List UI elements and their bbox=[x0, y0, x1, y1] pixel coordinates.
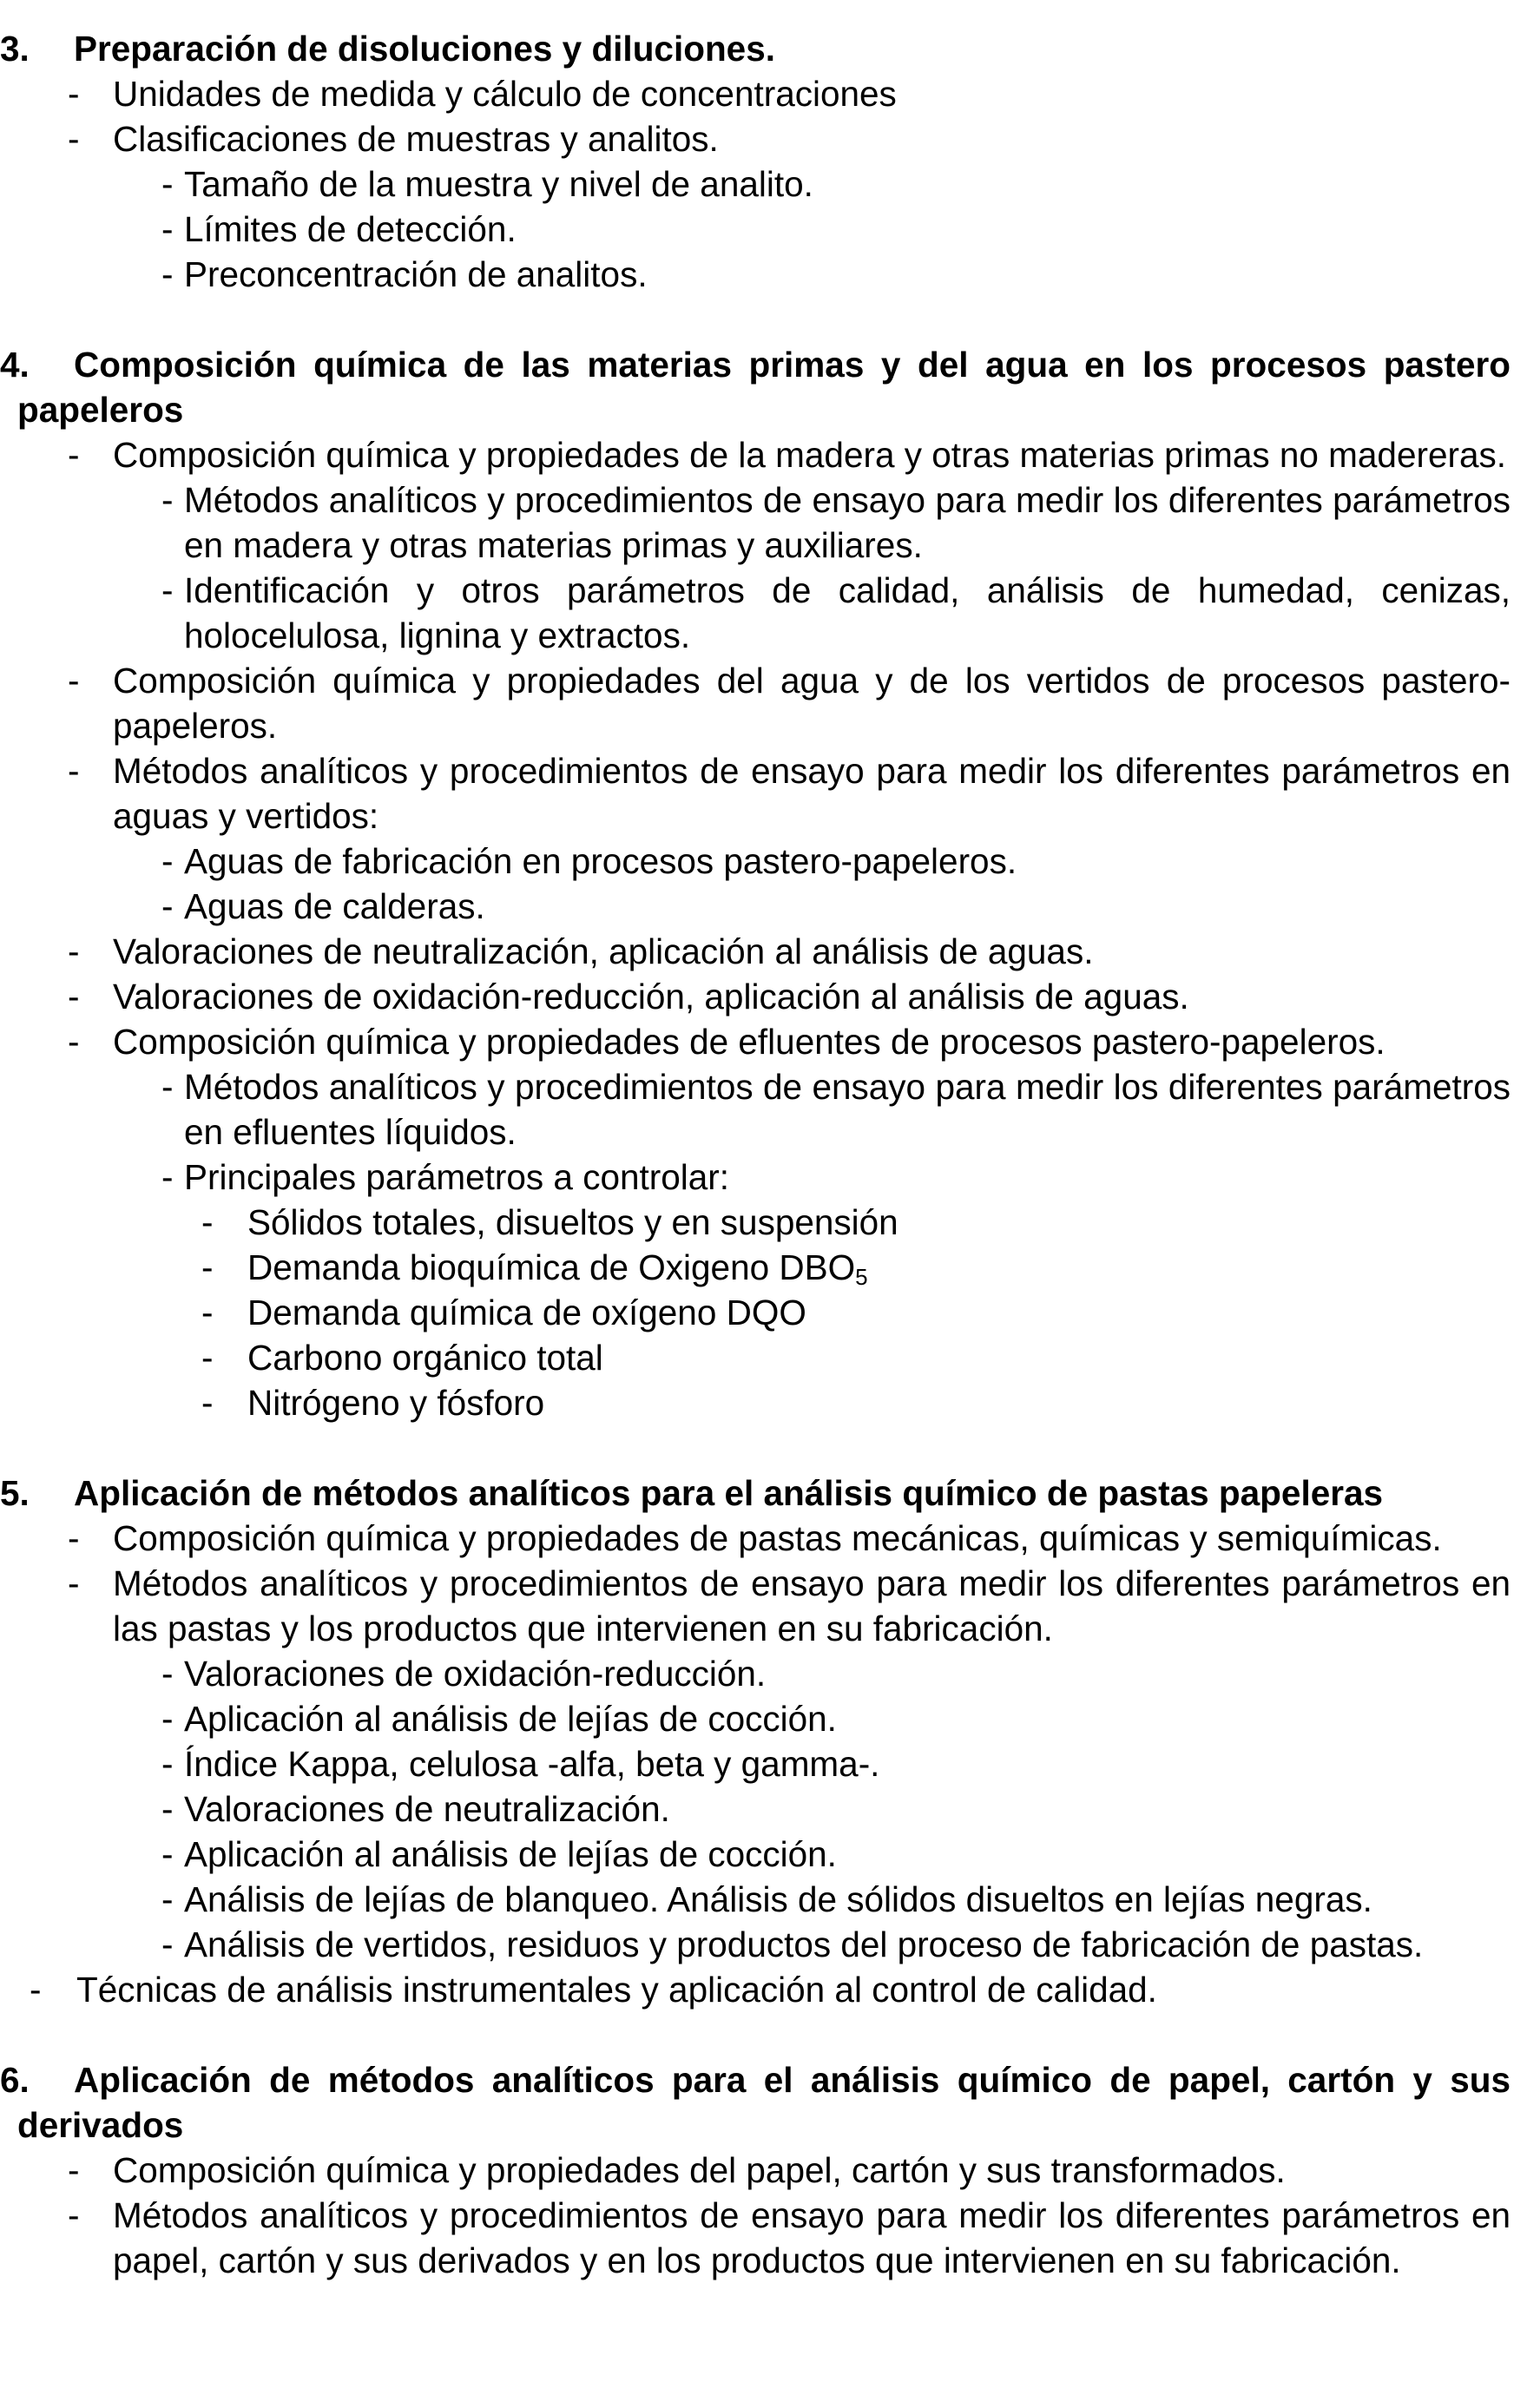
list-item: - Valoraciones de oxidación-reducción, aplicación al análisis de aguas. bbox=[68, 977, 1189, 1016]
section-5-list bbox=[0, 1516, 1527, 1967]
parameter-item: - Demanda bioquímica de Oxigeno $DBO_5$ bbox=[201, 1247, 868, 1290]
section-3-list bbox=[0, 71, 1527, 297]
list-item-text: Composición química y propiedades de pastas mecánicas, químicas y semiquímicas. bbox=[113, 1518, 1442, 1558]
list-item: - Composición química y propiedades de pastas mecánicas, químicas y semiquímicas. bbox=[68, 1518, 1442, 1558]
subscript: 5 bbox=[855, 1264, 868, 1290]
list-item: - Clasificaciones de muestras y analitos. - Tamaño de la muestra y nivel de analito. - Límites de detección. - Preconcentración de analitos. bbox=[0, 116, 1511, 297]
sub-list-item: - Identificación y otros parámetros de calidad, análisis de humedad, cenizas, holocelulosa, lignina y extractos. bbox=[161, 570, 1511, 655]
list-item-text: Métodos analíticos y procedimientos de ensayo para medir los diferentes parámetros en las pastas y los productos que intervienen en su fabricación. bbox=[113, 1563, 1511, 1648]
list-item: - Composición química y propiedades del agua y de los vertidos de procesos pastero-papeleros. bbox=[68, 661, 1511, 746]
sub-list-item: - Métodos analíticos y procedimientos de ensayo para medir los diferentes parámetros en madera y otras materias primas y auxiliares. bbox=[161, 480, 1511, 565]
list-item: - Unidades de medida y cálculo de concentraciones bbox=[68, 74, 897, 114]
section-4-heading bbox=[0, 342, 1511, 432]
list-item: - Composición química y propiedades de la madera y otras materias primas no madereras. - Métodos analíticos y procedimientos de ensayo para medir los diferentes parámetros en madera y otras materias primas y auxiliares. - Identificación y otros parámetros de calidad, análisis de humedad, cenizas, holocelulosa, lignina y extractos. bbox=[0, 432, 1511, 658]
list-item: - Composición química y propiedades de efluentes de procesos pastero-papeleros. - Métodos analíticos y procedimientos de ensayo para medir los diferentes parámetros en efluentes líquidos. - Principales parámetros a controlar: - Sólidos totales, disueltos y en suspensión - Demanda bioquímica de Oxigeno $DBO_5$ - Demanda química de oxígeno DQO - Carbono orgánico total - Nitrógeno y fósforo bbox=[0, 1019, 1511, 1425]
section-6-list bbox=[0, 2148, 1527, 2283]
parameter-text: Demanda química de oxígeno DQO bbox=[247, 1293, 806, 1332]
list-item-text: Métodos analíticos y procedimientos de ensayo para medir los diferentes parámetros en papel, cartón y sus derivados y en los productos que intervienen en su fabricación. bbox=[113, 2195, 1511, 2280]
section-5-outer-list bbox=[0, 1967, 1527, 2012]
sub-list-item: - Métodos analíticos y procedimientos de ensayo para medir los diferentes parámetros en efluentes líquidos. bbox=[161, 1067, 1511, 1152]
parameter-text: Carbono orgánico total bbox=[247, 1338, 603, 1378]
sub-list-item: - Análisis de vertidos, residuos y productos del proceso de fabricación de pastas. bbox=[161, 1924, 1424, 1964]
list-item-text: Composición química y propiedades del papel, cartón y sus transformados. bbox=[113, 2150, 1286, 2190]
sub-item-text: Identificación y otros parámetros de calidad, análisis de humedad, cenizas, holocelulosa, lignina y extractos. bbox=[184, 570, 1511, 655]
sub-item-text: Tamaño de la muestra y nivel de analito. bbox=[184, 164, 813, 204]
sub-list-item: - Principales parámetros a controlar: - Sólidos totales, disueltos y en suspensión - Demanda bioquímica de Oxigeno $DBO_5$ - Demanda química de oxígeno DQO - Carbono orgánico total - Nitrógeno y fósforo bbox=[0, 1155, 1511, 1425]
section-title: Aplicación de métodos analíticos para el análisis químico de pastas papeleras bbox=[74, 1473, 1384, 1513]
sub-list-item: - Tamaño de la muestra y nivel de analito. bbox=[161, 164, 813, 204]
parameter-text: Sólidos totales, disueltos y en suspensión bbox=[247, 1202, 898, 1242]
sub-item-text: Aguas de calderas. bbox=[184, 886, 485, 926]
sub-list-item: - Índice Kappa, celulosa -alfa, beta y gamma-. bbox=[161, 1744, 880, 1784]
sub-list-item: - Valoraciones de oxidación-reducción. bbox=[161, 1654, 767, 1694]
sub-item-text: Métodos analíticos y procedimientos de ensayo para medir los diferentes parámetros en madera y otras materias primas y auxiliares. bbox=[184, 480, 1511, 565]
sub-item-text: Aplicación al análisis de lejías de cocción. bbox=[184, 1699, 837, 1739]
section-title: Composición química de las materias primas y del agua en los procesos pastero papeleros bbox=[17, 345, 1511, 430]
list-item: - Métodos analíticos y procedimientos de ensayo para medir los diferentes parámetros en las pastas y los productos que intervienen en su fabricación. - Valoraciones de oxidación-reducción. - Aplicación al análisis de lejías de cocción. - Índice Kappa, celulosa -alfa, beta y gamma-. - Valoraciones de neutralización. - Aplicación al análisis de lejías de cocción. - Análisis de lejías de blanqueo. Análisis de sólidos disueltos en lejías negras. - Análisis de vertidos, residuos y productos del proceso de fabricación de pastas. bbox=[0, 1561, 1511, 1967]
section-6-heading bbox=[0, 2057, 1511, 2148]
sub-item-text: Índice Kappa, celulosa -alfa, beta y gamma-. bbox=[184, 1744, 880, 1784]
parameter-text: Nitrógeno y fósforo bbox=[247, 1383, 545, 1423]
sub-list-item: - Límites de detección. bbox=[161, 209, 517, 249]
sub-item-text: Análisis de vertidos, residuos y productos del proceso de fabricación de pastas. bbox=[184, 1924, 1424, 1964]
sub-list-item: - Aplicación al análisis de lejías de cocción. bbox=[161, 1699, 837, 1739]
parameter-text: Demanda bioquímica de Oxigeno DBO bbox=[247, 1247, 856, 1287]
sub-item-text: Valoraciones de neutralización. bbox=[184, 1789, 670, 1829]
list-item: - Técnicas de análisis instrumentales y aplicación al control de calidad. bbox=[30, 1970, 1157, 2010]
sub-item-text: Análisis de lejías de blanqueo. Análisis de sólidos disueltos en lejías negras. bbox=[184, 1879, 1372, 1919]
parameter-item: - Demanda química de oxígeno DQO bbox=[201, 1293, 806, 1332]
section-number: 3. bbox=[0, 29, 30, 69]
sub-list-item: - Valoraciones de neutralización. bbox=[161, 1789, 670, 1829]
list-item-text: Clasificaciones de muestras y analitos. bbox=[113, 119, 719, 159]
sub-item-text: Principales parámetros a controlar: bbox=[184, 1157, 730, 1197]
document-body bbox=[0, 26, 1527, 2283]
sub-item-text: Preconcentración de analitos. bbox=[184, 254, 648, 294]
section-3-heading bbox=[0, 26, 1511, 71]
list-item-text: Composición química y propiedades del agua y de los vertidos de procesos pastero-papeleros. bbox=[113, 661, 1511, 746]
list-item: - Valoraciones de neutralización, aplicación al análisis de aguas. bbox=[68, 931, 1094, 971]
section-5-heading bbox=[0, 1470, 1511, 1516]
list-item: - Métodos analíticos y procedimientos de ensayo para medir los diferentes parámetros en aguas y vertidos: - Aguas de fabricación en procesos pastero-papeleros. - Aguas de calderas. bbox=[0, 748, 1511, 929]
list-item-text: Valoraciones de oxidación-reducción, aplicación al análisis de aguas. bbox=[113, 977, 1189, 1016]
sub-item-text: Métodos analíticos y procedimientos de ensayo para medir los diferentes parámetros en efluentes líquidos. bbox=[184, 1067, 1511, 1152]
list-item-text: Métodos analíticos y procedimientos de ensayo para medir los diferentes parámetros en aguas y vertidos: bbox=[113, 751, 1511, 836]
section-number: 6. bbox=[0, 2060, 30, 2100]
list-item-text: Composición química y propiedades de efluentes de procesos pastero-papeleros. bbox=[113, 1022, 1385, 1062]
section-4-list bbox=[0, 432, 1527, 1425]
parameter-item: - Sólidos totales, disueltos y en suspensión bbox=[201, 1202, 898, 1242]
section-title: Preparación de disoluciones y diluciones. bbox=[74, 29, 775, 69]
sub-item-text: Aguas de fabricación en procesos pastero-papeleros. bbox=[184, 841, 1017, 881]
parameter-item: - Nitrógeno y fósforo bbox=[201, 1383, 545, 1423]
sub-list-item: - Aplicación al análisis de lejías de cocción. bbox=[161, 1834, 837, 1874]
list-item-text: Técnicas de análisis instrumentales y aplicación al control de calidad. bbox=[76, 1970, 1157, 2010]
sub-list-item: - Aguas de calderas. bbox=[161, 886, 485, 926]
list-item-text: Valoraciones de neutralización, aplicación al análisis de aguas. bbox=[113, 931, 1094, 971]
section-title: Aplicación de métodos analíticos para el análisis químico de papel, cartón y sus derivados bbox=[17, 2060, 1511, 2145]
list-item: - Composición química y propiedades del papel, cartón y sus transformados. bbox=[68, 2150, 1286, 2190]
list-item-text: Composición química y propiedades de la madera y otras materias primas no madereras. bbox=[113, 435, 1506, 475]
sub-item-text: Aplicación al análisis de lejías de cocción. bbox=[184, 1834, 837, 1874]
section-number: 4. bbox=[0, 345, 30, 385]
sub-item-text: Límites de detección. bbox=[184, 209, 517, 249]
list-item: - Métodos analíticos y procedimientos de ensayo para medir los diferentes parámetros en papel, cartón y sus derivados y en los productos que intervienen en su fabricación. bbox=[68, 2195, 1511, 2280]
sub-list-item: - Aguas de fabricación en procesos pastero-papeleros. bbox=[161, 841, 1017, 881]
sub-list-item: - Preconcentración de analitos. bbox=[161, 254, 648, 294]
parameter-item: - Carbono orgánico total bbox=[201, 1338, 603, 1378]
sub-list-item: - Análisis de lejías de blanqueo. Análisis de sólidos disueltos en lejías negras. bbox=[161, 1879, 1372, 1919]
section-number: 5. bbox=[0, 1473, 30, 1513]
sub-item-text: Valoraciones de oxidación-reducción. bbox=[184, 1654, 767, 1694]
list-item-text: Unidades de medida y cálculo de concentraciones bbox=[113, 74, 897, 114]
